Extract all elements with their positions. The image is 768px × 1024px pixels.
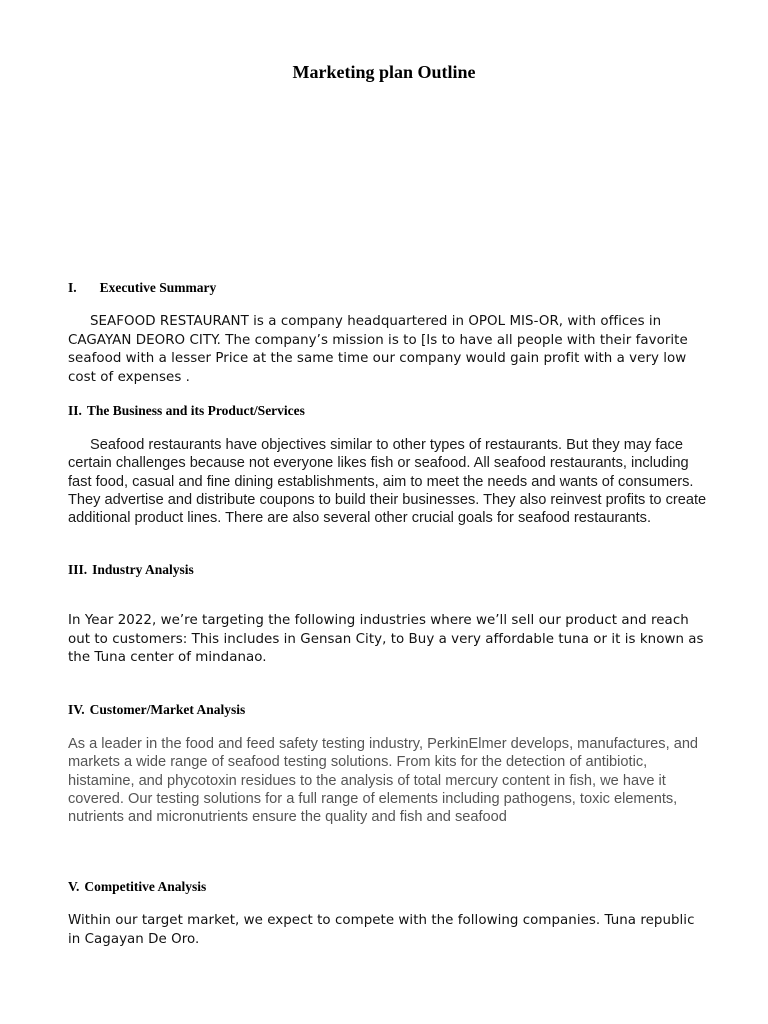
section-body-competitive-analysis bbox=[68, 912, 708, 949]
section-heading-industry-analysis bbox=[68, 562, 194, 578]
section-body-text: Seafood restaurants have objectives similar to other types of restaurants. But they may face certain challenges because not everyone likes fish or seafood. All seafood restaurants, including fast food, casual and fine dining establishments, aim to meet the needs and wants of consumers. They advertise and distribute coupons to build their businesses. They also reinvest profits to create additional product lines. There are also several other crucial goals for seafood restaurants. bbox=[68, 437, 707, 527]
section-heading-executive-summary bbox=[68, 280, 216, 296]
section-body-text: In Year 2022, we’re targeting the following industries where we’ll sell our product and reach out to customers: This includes in Gensan City, to Buy a very affordable tuna or it is known as the Tuna center of mindanao. bbox=[68, 613, 704, 665]
section-title: The Business and its Product/Services bbox=[86, 403, 305, 418]
section-body-text: SEAFOOD RESTAURANT is a company headquartered in OPOL MIS-OR, with offices in CAGAYAN DEORO CITY. The company’s mission is to [Is to have all people with their favorite seafood with a lesser Price at the same time our company would gain profit with a very low cost of expenses . bbox=[68, 314, 688, 385]
section-body-text: As a leader in the food and feed safety testing industry, PerkinElmer develops, manufactures, and markets a wide range of seafood testing solutions. From kits for the detection of antibiotic, histamine, and phycotoxin residues to the analysis of total mercury content in fish, we have it covered. Our testing solutions for a full range of elements including pathogens, toxic elements, nutrients and micronutrients ensure the quality and fish and seafood bbox=[68, 736, 699, 826]
section-numeral: II. bbox=[68, 403, 82, 418]
section-title: Customer/Market Analysis bbox=[89, 702, 246, 717]
section-heading-business-products bbox=[68, 403, 305, 419]
section-title: Executive Summary bbox=[99, 280, 217, 295]
section-body-text: Within our target market, we expect to compete with the following companies. Tuna republic in Cagayan De Oro. bbox=[68, 913, 695, 947]
section-title: Competitive Analysis bbox=[84, 879, 207, 894]
section-numeral: IV. bbox=[68, 702, 85, 717]
section-heading-competitive-analysis bbox=[68, 879, 206, 895]
section-body-business-products bbox=[68, 436, 708, 527]
section-title: Industry Analysis bbox=[92, 562, 194, 577]
section-numeral: III. bbox=[68, 562, 88, 577]
section-body-executive-summary bbox=[68, 313, 708, 387]
section-body-customer-market bbox=[68, 735, 708, 826]
document-title: Marketing plan Outline bbox=[292, 62, 476, 82]
section-numeral: I. bbox=[68, 280, 77, 295]
section-numeral: V. bbox=[68, 879, 80, 894]
section-heading-customer-market bbox=[68, 702, 245, 718]
section-body-industry-analysis bbox=[68, 612, 708, 668]
